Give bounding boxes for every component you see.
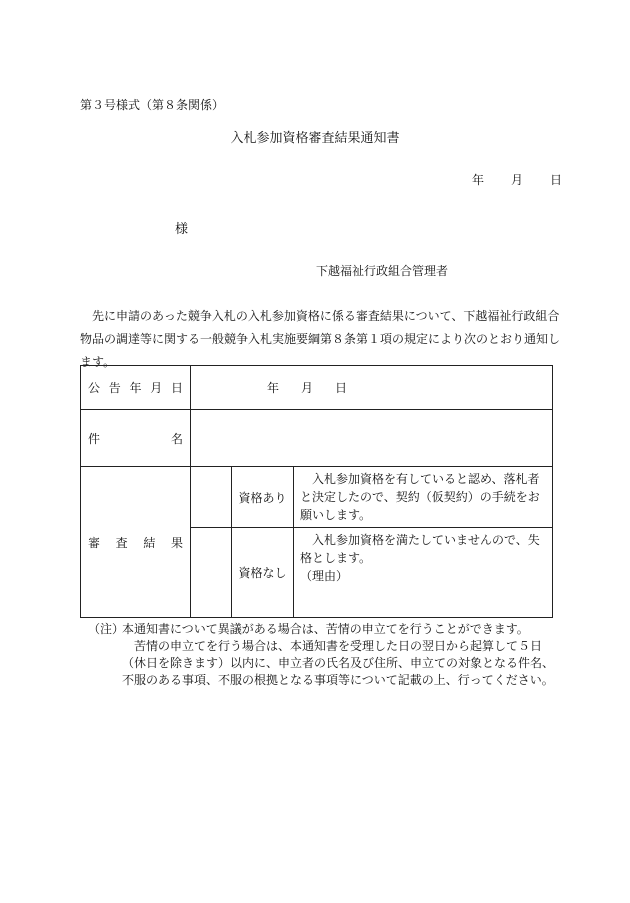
recipient-honorific: 様 — [175, 222, 189, 237]
announce-date-row — [81, 366, 553, 410]
unqualified-text-cell — [294, 528, 553, 618]
notice-body-text: 先に申請のあった競争入札の入札参加資格に係る審査結果について、下越福祉行政組合物品の調達等に関する一般競争入札実施要綱第８条第１項の規定により次のとおり通知します。 — [80, 309, 561, 369]
result-table — [80, 365, 553, 618]
qualified-label: 資格あり — [232, 467, 294, 528]
issuer-name: 下越福祉行政組合管理者 — [316, 264, 449, 278]
item-name-value — [191, 410, 553, 467]
unqualified-checkbox-cell[interactable] — [191, 528, 232, 618]
document-title: 入札参加資格審査結果通知書 — [230, 131, 400, 146]
qualified-row — [81, 467, 553, 528]
review-result-label: 審 査 結 果 — [81, 467, 191, 618]
qualified-text-cell — [294, 467, 553, 528]
qualified-checkbox-cell[interactable] — [191, 467, 232, 528]
unqualified-label: 資格なし — [232, 528, 294, 618]
date-month: 月 — [510, 173, 523, 187]
note-section — [88, 621, 562, 689]
item-name-row — [81, 410, 553, 467]
issue-date — [472, 171, 562, 188]
note-mark: （注） — [88, 622, 125, 636]
unqualified-reason-label: （理由） — [300, 569, 349, 583]
form-number: 第３号様式（第８条関係） — [80, 98, 225, 112]
note-line-1: 本通知書について異議がある場合は、苦情の申立てを行うことができます。 — [122, 622, 529, 636]
note-line-2: 苦情の申立てを行う場合は、本通知書を受理した日の翌日から起算して５日（休日を除きます）以内に、申立者の氏名及び住所、申立ての対象となる件名、不服のある事項、不服の根拠となる事項等について記載の上、行ってください。 — [122, 639, 555, 687]
announce-date-value: 年 月 日 — [191, 366, 553, 410]
announce-date-label: 公 告 年 月 日 — [81, 366, 191, 410]
qualified-text: 入札参加資格を有していると認め、落札者と決定したので、契約（仮契約）の手続をお願いします。 — [300, 472, 540, 522]
date-year: 年 — [472, 173, 485, 187]
date-day: 日 — [549, 173, 562, 187]
item-name-label: 件 名 — [81, 410, 191, 467]
unqualified-text: 入札参加資格を満たしていませんので、失格とします。 — [300, 533, 540, 565]
